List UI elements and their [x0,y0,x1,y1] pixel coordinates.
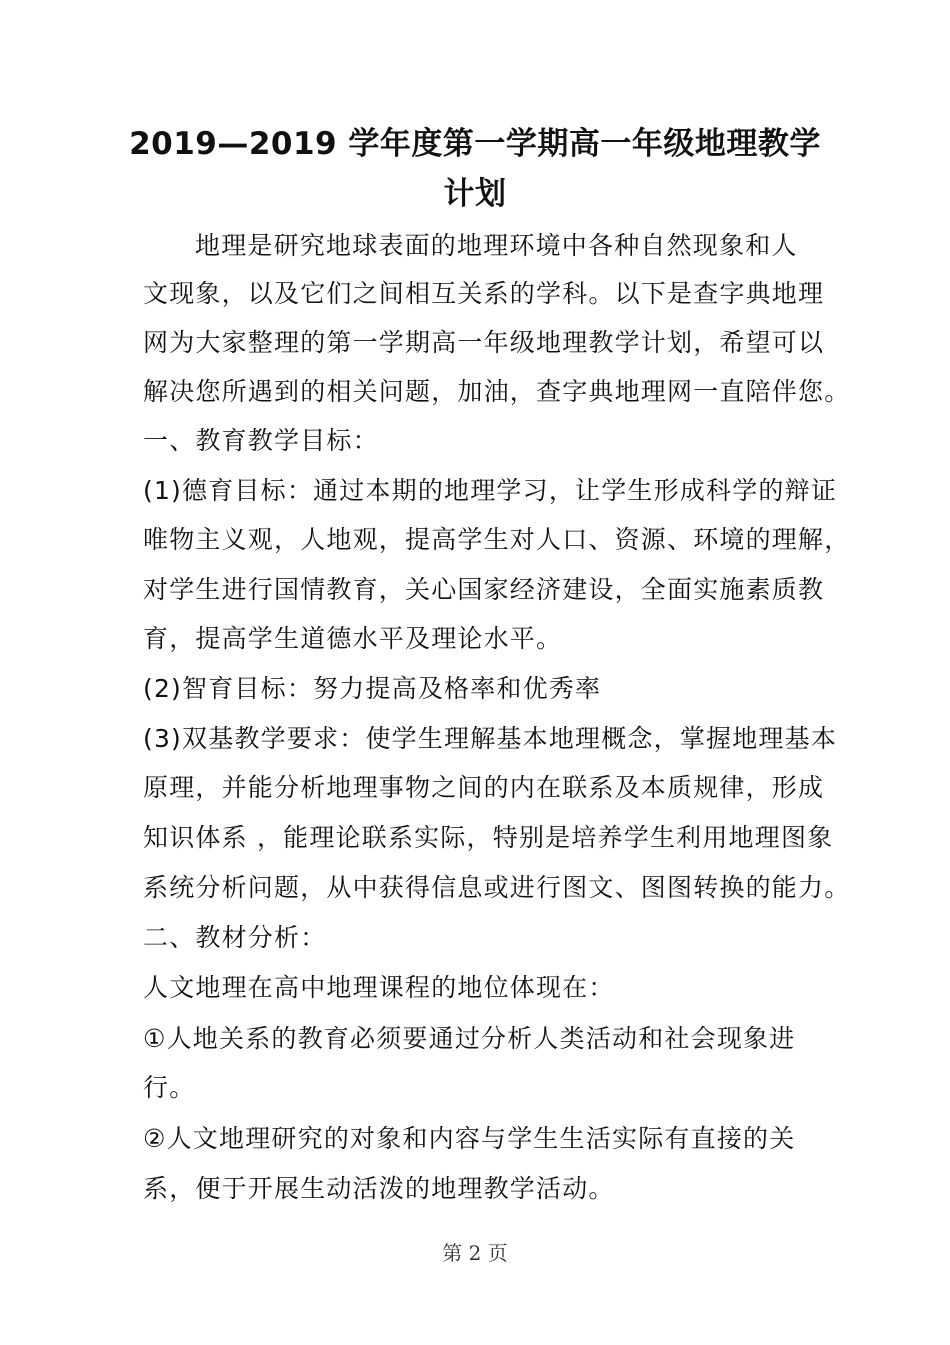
paragraph-line: 人文地理在高中地理课程的地位体现在： [143,973,615,1002]
document-title-line-2: 计划 [443,176,507,212]
paragraph-line: (2)智育目标：努力提高及格率和优秀率 [143,674,602,703]
paragraph-line: 网为大家整理的第一学期高一年级地理教学计划，希望可以 [143,328,825,357]
paragraph-line: 系统分析问题，从中获得信息或进行图文、图图转换的能力。 [143,873,851,902]
paragraph-line: 行。 [143,1073,196,1102]
paragraph-line: 文现象，以及它们之间相互关系的学科。以下是查字典地理 [143,279,825,308]
paragraph-line: 系，便于开展生动活泼的地理教学活动。 [143,1174,615,1203]
paragraph-line: 地理是研究地球表面的地理环境中各种自然现象和人 [195,231,798,260]
paragraph-line: (1)德育目标：通过本期的地理学习，让学生形成科学的辩证 [143,476,838,505]
page-number: 第 2 页 [442,1241,508,1265]
paragraph-line: 原理，并能分析地理事物之间的内在联系及本质规律，形成 [143,773,825,802]
paragraph-line: 知识体系 ，能理论联系实际，特别是培养学生利用地理图象 [143,823,834,852]
paragraph-line: 解决您所遇到的相关问题，加油，查字典地理网一直陪伴您。 [143,377,851,406]
paragraph-line: ②人文地理研究的对象和内容与学生生活实际有直接的关 [143,1124,796,1153]
paragraph-line: ①人地关系的教育必须要通过分析人类活动和社会现象进 [143,1024,796,1053]
section-heading: 二、教材分析： [143,923,327,952]
section-heading: 一、教育教学目标： [143,426,379,455]
paragraph-line: 唯物主义观，人地观，提高学生对人口、资源、环境的理解， [143,525,851,554]
paragraph-line: 对学生进行国情教育，关心国家经济建设，全面实施素质教 [143,575,825,604]
document-title-line-1: 2019—2019 学年度第一学期高一年级地理教学 [129,126,821,162]
paragraph-line: (3)双基教学要求：使学生理解基本地理概念，掌握地理基本 [143,724,838,753]
paragraph-line: 育，提高学生道德水平及理论水平。 [143,624,563,653]
